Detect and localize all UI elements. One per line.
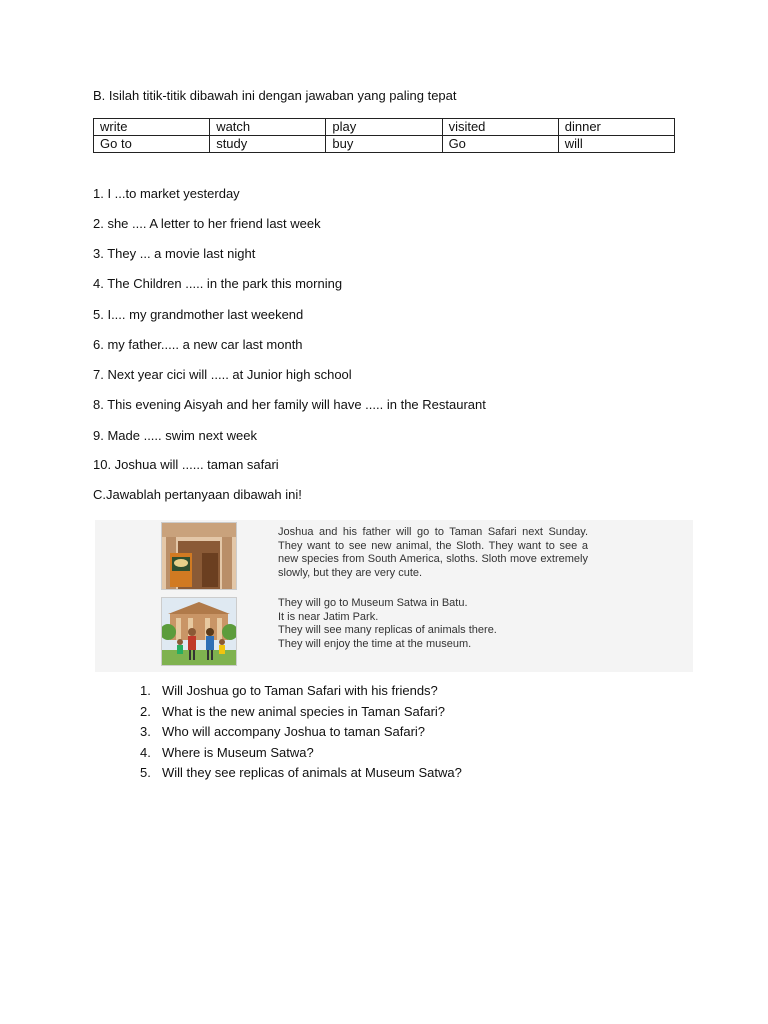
table-row <box>94 119 675 136</box>
question-b-9: 9. Made ..... swim next week <box>93 428 258 443</box>
list-number: 2. <box>140 703 151 719</box>
list-item <box>140 724 462 745</box>
list-number: 5. <box>140 765 151 780</box>
question-b-2: 2. she .... A letter to her friend last week <box>93 216 321 231</box>
question-b-4: 4. The Children ..... in the park this morning <box>93 276 343 291</box>
table-row <box>94 136 675 153</box>
reading-passage-box <box>95 520 693 672</box>
question-text: Who will accompany Joshua to taman Safari? <box>162 724 426 739</box>
passage-taman-safari: Joshua and his father will go to Taman Safari next Sunday. They want to see new animal, the Sloth. They want to see a new species from South America, sloths. Sloth move extremely slowly, but they are very cute. <box>278 526 588 579</box>
table-cell: study <box>210 136 326 153</box>
question-b-6: 6. my father..... a new car last month <box>93 337 303 352</box>
table-cell: dinner <box>558 119 674 136</box>
question-b-1: 1. I ...to market yesterday <box>93 186 240 201</box>
passage-line: They will see many replicas of animals there. <box>278 624 497 636</box>
section-b-heading: B. Isilah titik-titik dibawah ini dengan jawaban yang paling tepat <box>93 88 457 103</box>
question-text: Will they see replicas of animals at Museum Satwa? <box>162 765 462 780</box>
question-b-5: 5. I.... my grandmother last weekend <box>93 307 304 322</box>
passage-line: They will enjoy the time at the museum. <box>278 637 472 650</box>
list-item <box>140 683 462 704</box>
section-c-heading: C.Jawablah pertanyaan dibawah ini! <box>93 487 302 502</box>
table-cell: Go <box>442 136 558 153</box>
table-cell: watch <box>210 119 326 136</box>
taman-safari-illustration <box>161 522 237 590</box>
question-text: Will Joshua go to Taman Safari with his friends? <box>162 683 438 698</box>
word-bank-table <box>93 118 675 153</box>
section-c-question-list <box>140 683 462 786</box>
question-b-8: 8. This evening Aisyah and her family will have ..... in the Restaurant <box>93 397 486 412</box>
table-cell: play <box>326 119 442 136</box>
list-item <box>140 704 462 725</box>
museum-family-illustration <box>161 597 237 666</box>
table-cell: buy <box>326 136 442 153</box>
table-cell: write <box>94 119 210 136</box>
list-number: 1. <box>140 683 151 698</box>
question-b-7: 7. Next year cici will ..... at Junior high school <box>93 367 352 382</box>
list-number: 4. <box>140 744 151 760</box>
table-cell: visited <box>442 119 558 136</box>
question-b-10: 10. Joshua will ...... taman safari <box>93 457 279 472</box>
list-item <box>140 745 462 766</box>
list-number: 3. <box>140 724 151 739</box>
table-cell: Go to <box>94 136 210 153</box>
passage-line: They will go to Museum Satwa in Batu. <box>278 597 468 609</box>
list-item <box>140 765 462 786</box>
table-cell: will <box>558 136 674 153</box>
question-text: What is the new animal species in Taman Safari? <box>162 703 446 719</box>
question-b-3: 3. They ... a movie last night <box>93 246 256 261</box>
question-text: Where is Museum Satwa? <box>162 744 314 760</box>
passage-museum-satwa <box>278 597 588 651</box>
passage-line: It is near Jatim Park. <box>278 610 379 623</box>
